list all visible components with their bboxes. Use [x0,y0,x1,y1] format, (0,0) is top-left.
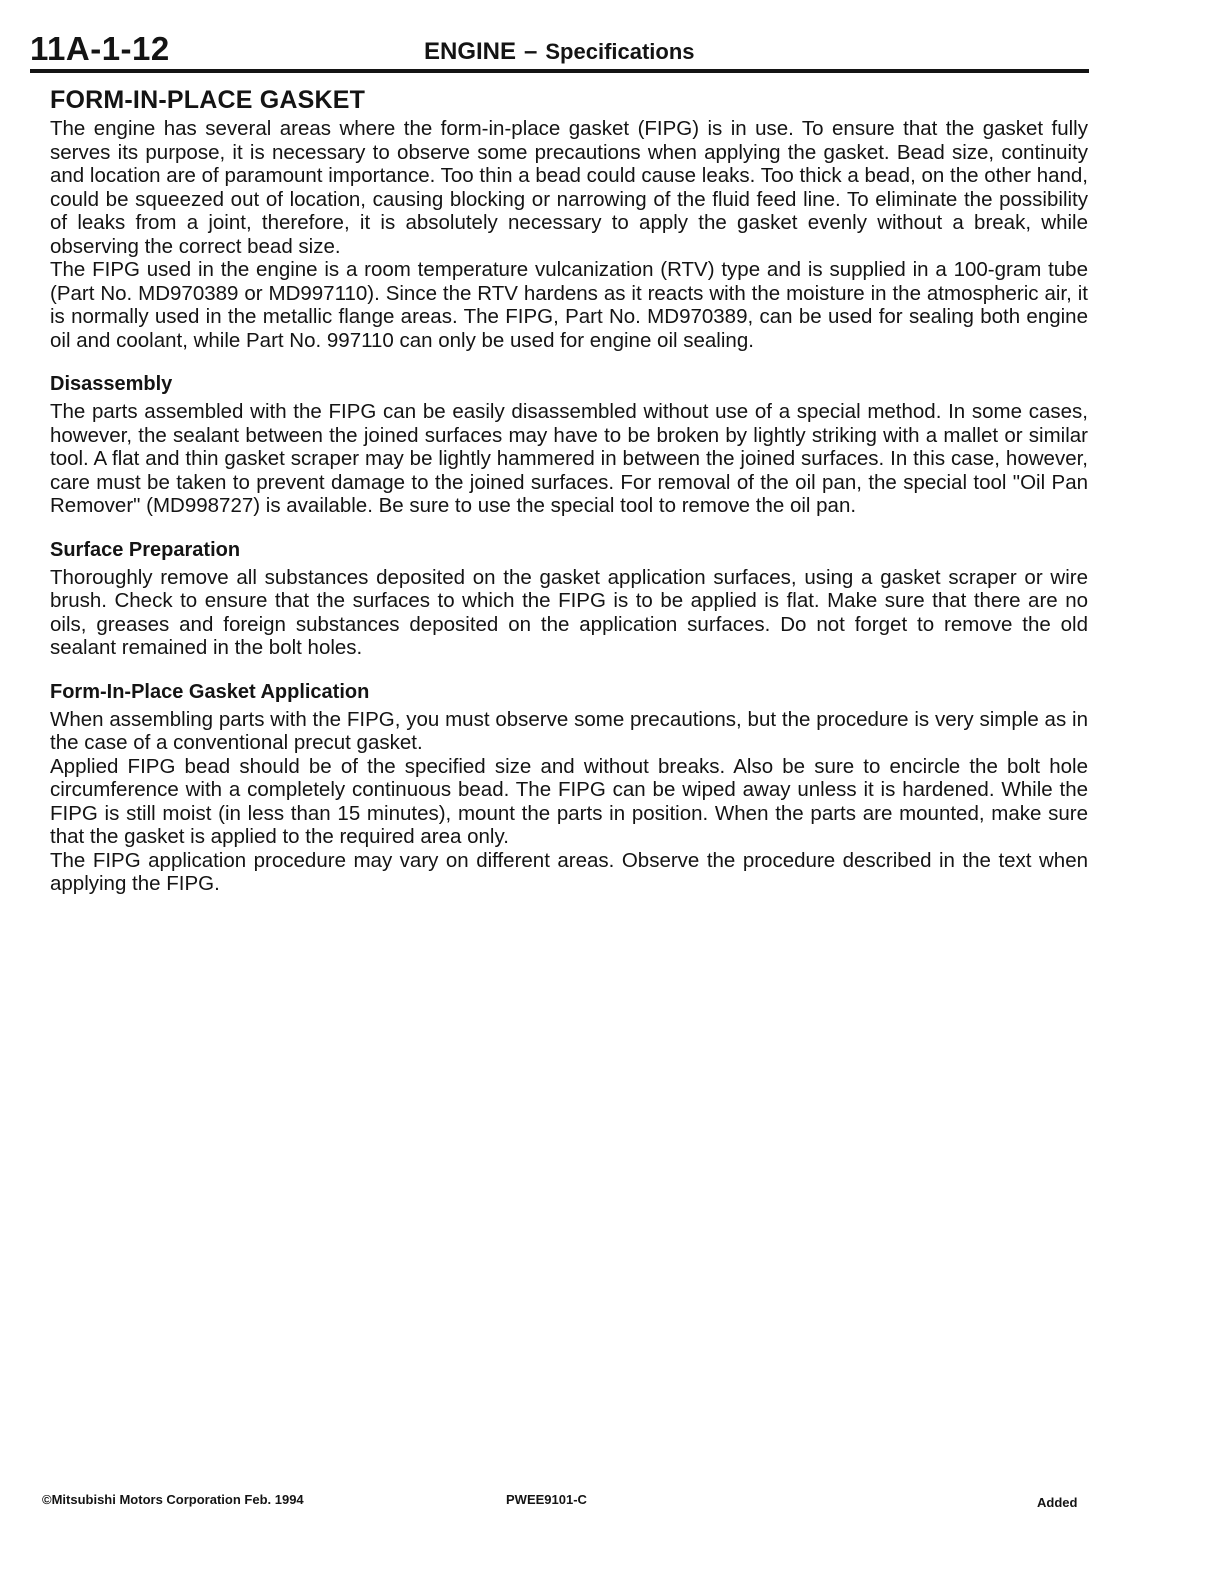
intro-section [50,117,1088,352]
header-separator: – [524,38,538,65]
header-rule [30,69,1089,73]
intro-paragraph: The FIPG used in the engine is a room temperature vulcanization (RTV) type and is supplied in a 100-gram tube (Part No. MD970389 or MD997110). Since the RTV hardens as it reacts with the moisture in the atmospheric air, it is normally used in the metallic flange areas. The FIPG, Part No. MD970389, can be used for sealing both engine oil and coolant, while Part No. 997110 can only be used for engine oil sealing. [50,258,1088,352]
surface-preparation-section [50,539,1088,660]
footer-doc-code: PWEE9101-C [506,1492,587,1507]
intro-paragraph: The engine has several areas where the form-in-place gasket (FIPG) is in use. To ensure that the gasket fully serves its purpose, it is necessary to observe some precautions when applying the gasket. Bead size, continuity and location are of paramount importance. Too thin a bead could cause leaks. Too thick a bead, on the other hand, could be squeezed out of location, causing blocking or narrowing of the fluid feed line. To eliminate the possibility of leaks from a joint, therefore, it is absolutely necessary to apply the gasket evenly without a break, while observing the correct bead size. [50,117,1088,258]
section-paragraph: The parts assembled with the FIPG can be easily disassembled without use of a special method. In some cases, however, the sealant between the joined surfaces may have to be broken by lightly striking with a mallet or similar tool. A flat and thin gasket scraper may be lightly hammered in between the joined surfaces. In this case, however, care must be taken to prevent damage to the joined surfaces. For removal of the oil pan, the special tool "Oil Pan Remover" (MD998727) is available. Be sure to use the special tool to remove the oil pan. [50,400,1088,517]
section-heading: Form-In-Place Gasket Application [50,680,370,703]
page-content [50,86,1088,917]
chapter-title: ENGINE [424,38,517,65]
footer-status: Added [1037,1495,1078,1510]
running-head [424,38,695,66]
section-name: Specifications [545,39,695,64]
main-title: FORM-IN-PLACE GASKET [50,86,366,114]
section-heading: Disassembly [50,373,173,395]
section-paragraph: When assembling parts with the FIPG, you must observe some precautions, but the procedure is very simple as in the case of a conventional precut gasket. [50,707,1088,754]
section-paragraph: Applied FIPG bead should be of the specified size and without breaks. Also be sure to encircle the bolt hole circumference with a completely continuous bead. The FIPG can be wiped away unless it is hardened. While the FIPG is still moist (in less than 15 minutes), mount the parts in position. When the parts are mounted, make sure that the gasket is applied to the required area only. [50,754,1088,848]
section-heading: Surface Preparation [50,538,241,561]
section-paragraph: Thoroughly remove all substances deposited on the gasket application surfaces, using a gasket scraper or wire brush. Check to ensure that the surfaces to which the FIPG is to be applied is flat. Make sure that there are no oils, greases and foreign substances deposited on the application surfaces. Do not forget to remove the old sealant remained in the bolt holes. [50,565,1088,659]
page-number: 11A-1-12 [30,30,170,67]
application-section [50,681,1088,896]
footer-copyright: ©Mitsubishi Motors Corporation Feb. 1994 [42,1492,304,1507]
disassembly-section [50,373,1088,518]
section-paragraph: The FIPG application procedure may vary on different areas. Observe the procedure described in the text when applying the FIPG. [50,848,1088,895]
